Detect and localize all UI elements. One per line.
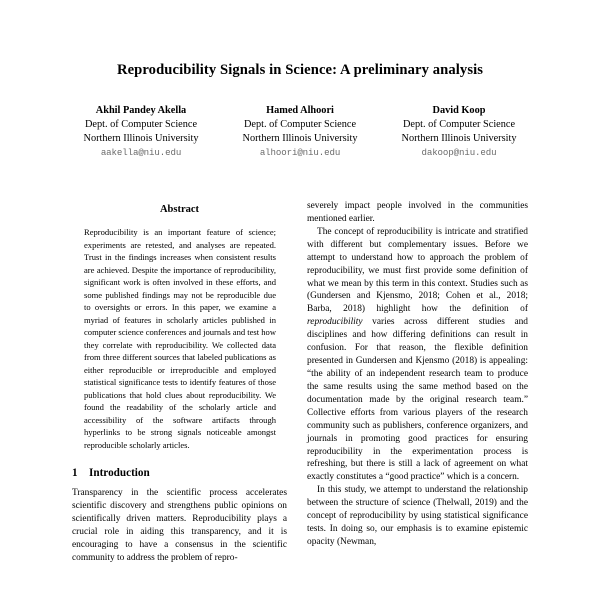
author-block-1 (62, 104, 220, 159)
author-email[interactable]: dakoop@niu.edu (421, 147, 497, 159)
continued-paragraph: severely impact people involved in the communities mentioned earlier. (307, 201, 528, 224)
author-email[interactable]: alhoori@niu.edu (259, 147, 341, 159)
italic-term-reproducibility: reproducibility (307, 317, 363, 328)
author-university: Northern Illinois University (401, 132, 517, 144)
author-name: Akhil Pandey Akella (95, 105, 187, 116)
section-title: Introduction (89, 467, 150, 480)
left-column (72, 200, 287, 565)
introduction-paragraph: Transparency in the scientific process accelerates scientific discovery and strengthens public opinions on scientifically driven matters. Reproducibility plays a crucial role in aiding this transparency, and it is encouraging to have a consensus in the scientific community to address the problem of repro- (72, 488, 287, 563)
author-block-3 (380, 104, 538, 159)
author-department: Dept. of Computer Science (402, 119, 516, 131)
author-name: Hamed Alhoori (266, 105, 334, 116)
abstract-heading: Abstract (159, 204, 200, 215)
reproducibility-definition-paragraph (307, 226, 528, 484)
page-title: Reproducibility Signals in Science: A preliminary analysis (116, 62, 484, 78)
right-column (307, 200, 528, 549)
author-email[interactable]: aakella@niu.edu (100, 147, 182, 159)
author-block-2 (221, 104, 379, 159)
author-university: Northern Illinois University (83, 132, 199, 144)
paragraph-text-before-italic: The concept of reproducibility is intricate and stratified with different but complementary issues. Before we attempt to understand how to approach the problem of reproducibility, we must first provide some definition of what we mean by this term in this context. Studies such as (Gundersen and Kjensmo, 2018; Cohen et al., 2018; Barba, 2018) highlight how the definition of (307, 226, 528, 315)
study-overview-paragraph: In this study, we attempt to understand the relationship between the structure of science (Thelwall, 2019) and the concept of reproducibility by using statistical significance tests. In doing so, our emphasis is to examine epistemic opacity (Newman, (307, 485, 528, 547)
section-heading-introduction (72, 467, 287, 479)
author-department: Dept. of Computer Science (243, 119, 357, 131)
author-name: David Koop (432, 105, 486, 116)
section-number: 1 (72, 467, 78, 480)
abstract-body: Reproducibility is an important feature of science; experiments are retested, and analyses are repeated. Trust in the findings increases when consistent results are achieved. Despite the importance of reproducibility, significant work is often involved in these efforts, and some published findings may not be reproducible due to oversights or errors. In this paper, we examine a myriad of features in scholarly articles published in computer science conferences and journals and test how they correlate with reproducibility. We collected data from three different sources that labeled publications as either reproducible or irreproducible and employed statistical significance tests to identify features of those publications that hold clues about reproducibility. We found the readability of the scholarly article and accessibility of the software artifacts through hyperlinks to be strong signals noticeable amongst reproducible scholarly articles. (84, 227, 276, 450)
author-university: Northern Illinois University (242, 132, 358, 144)
author-department: Dept. of Computer Science (84, 119, 198, 131)
author-list (62, 104, 538, 159)
paragraph-text-after-italic: varies across different studies and disciplines and how differing definitions can result in confusion. For that reason, the flexible definition presented in Gundersen and Kjensmo (2018) is appealing: “the ability of an independent research team to produce the same results using the same method based on the documentation made by the original research team.” Collective efforts from various players of the research community such as publishers, conference organizers, and journals in promoting good practices for ensuring reproducibility in the experimentation process is refreshing, but there is still a lack of agreement on what exactly constitutes a “good practice” which is a concern. (307, 317, 528, 483)
